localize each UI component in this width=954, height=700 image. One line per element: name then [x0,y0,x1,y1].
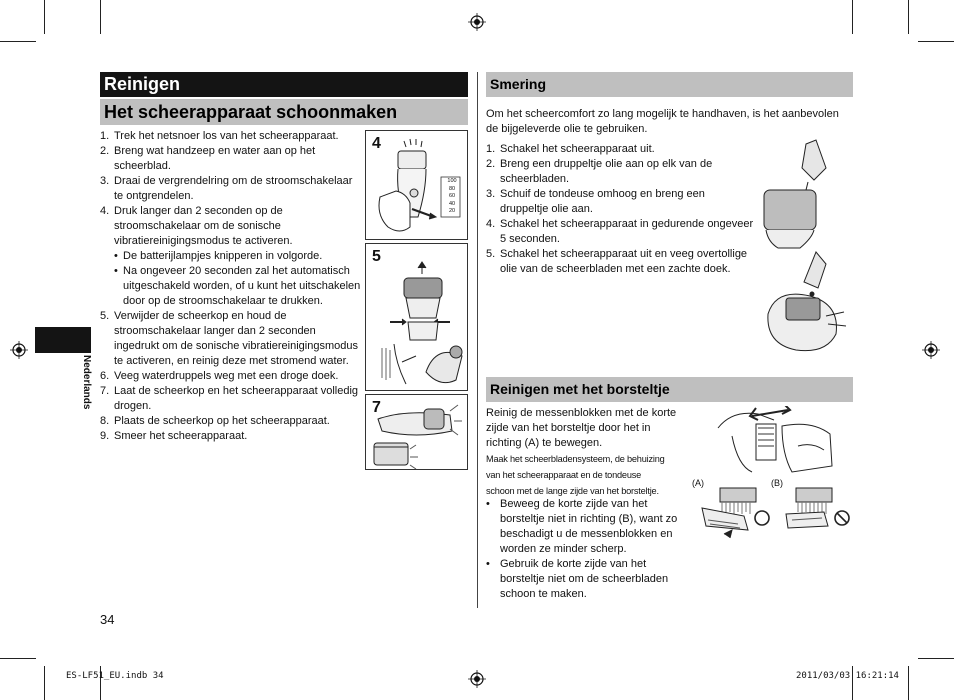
crop-mark [908,666,909,700]
bullet-item: • Gebruik de korte zijde van het borsteltje niet om de scheerbladen schoon te maken. [486,558,669,600]
brush-cleaning-illustration [712,406,836,478]
step4-bullets [114,249,362,309]
figure-number: 7 [372,399,381,416]
battery-level-indicator: 100 80 60 40 20 [447,178,457,215]
list-item: 6. Veeg waterdruppels weg met een droge doek. [100,370,339,382]
borsteltje-intro: Reinig de messenblokken met de korte zijde van het borsteltje door het in richting (A) te bewegen. [486,407,677,449]
list-item: 1. Schakel het scheerapparaat uit. [486,143,655,155]
direction-label-b: (B) [771,478,783,488]
list-item: 5. Verwijder de scheerkop en houd de stroomschakelaar langer dan 2 seconden ingedrukt om de sonische vibratiereinigingsmodus te activeren, en reinig deze met stromend water. [100,310,358,367]
direction-label-a: (A) [692,478,704,488]
borsteltje-bullets [486,497,691,602]
brush-direction-diagrams [696,486,852,542]
list-item: 2. Breng een druppeltje olie aan op elk van de scheerbladen. [486,158,713,185]
bullet-item: • De batterijlampjes knipperen in volgorde. [114,249,362,264]
crop-mark [44,666,45,700]
registration-mark-icon [922,341,940,359]
lubrication-steps-list [486,142,756,277]
crop-mark [908,0,909,34]
list-item: 5. Schakel het scheerapparaat uit en veeg overtollige olie van de scheerbladen met een zachte doek. [486,248,748,275]
language-label: Nederlands [81,355,92,410]
column-divider [477,72,478,608]
bullet-item: • Na ongeveer 20 seconden zal het automatisch uitgeschakeld worden, of u kunt het uitschakelen door op de stroomschakelaar te drukken. [114,264,362,309]
borsteltje-note: Maak het scheerbladensysteem, de behuizing van het scheerapparaat en de tondeuse schoon met de lange zijde van het borsteltje. [486,454,665,496]
page-number: 34 [100,612,115,627]
registration-mark-icon [10,341,28,359]
crop-mark [44,0,45,34]
crop-mark [0,41,36,42]
remove-head-rinse-illustration [366,244,467,390]
list-item: 2. Breng wat handzeep en water aan op het scheerblad. [100,145,316,172]
crop-mark [0,658,36,659]
bullet-item: • Beweeg de korte zijde van het borsteltje niet in richting (B), want zo beschadigt u de messenblokken en worden ze minder scherp. [486,498,678,555]
crop-mark [918,658,954,659]
list-item: 7. Laat de scheerkop en het scheerapparaat volledig drogen. [100,385,359,412]
registration-mark-icon [468,13,486,31]
figure-5 [365,243,468,391]
list-item: 3. Schuif de tondeuse omhoog en breng een druppeltje olie aan. [486,188,705,215]
list-item: 1. Trek het netsnoer los van het scheerapparaat. [100,130,339,142]
footer-file: ES-LF51_EU.indb 34 [66,671,164,681]
list-item: 3. Draai de vergrendelring om de stroomschakelaar te ontgrendelen. [100,175,353,202]
section-heading-reinigen: Reinigen [100,72,468,97]
figure-4 [365,130,468,240]
section-heading-smering: Smering [486,72,853,97]
list-item: 4. Schakel het scheerapparaat in gedurende ongeveer 5 seconden. [486,218,754,245]
list-item: 9. Smeer het scheerapparaat. [100,430,248,442]
drying-illustration [366,395,467,469]
crop-mark [852,0,853,34]
list-item: 4. Druk langer dan 2 seconden op de stroomschakelaar om de sonische vibratiereinigingsmodus te activeren. • De batterijlampjes knipperen in volgorde. • Na ongeveer 20 seconden zal het automatisch uitgeschakeld worden, of u kunt het uitschakelen door op de stroomschakelaar te drukken. [100,204,362,309]
section-heading-borsteltje: Reinigen met het borsteltje [486,377,853,402]
footer-timestamp: 2011/03/03 16:21:14 [796,671,899,681]
cleaning-steps-list [100,129,362,444]
section-heading-schoonmaken: Het scheerapparaat schoonmaken [100,99,468,125]
crop-mark [100,0,101,34]
oil-application-illustration [756,138,854,360]
figure-number: 5 [372,248,381,265]
language-tab [35,327,91,353]
list-item: 8. Plaats de scheerkop op het scheerapparaat. [100,415,330,427]
figure-number: 4 [372,135,381,152]
smering-intro: Om het scheercomfort zo lang mogelijk te handhaven, is het aanbevolen de bijgeleverde olie te gebruiken. [486,108,839,135]
crop-mark [918,41,954,42]
registration-mark-icon [468,670,486,688]
figure-7 [365,394,468,470]
